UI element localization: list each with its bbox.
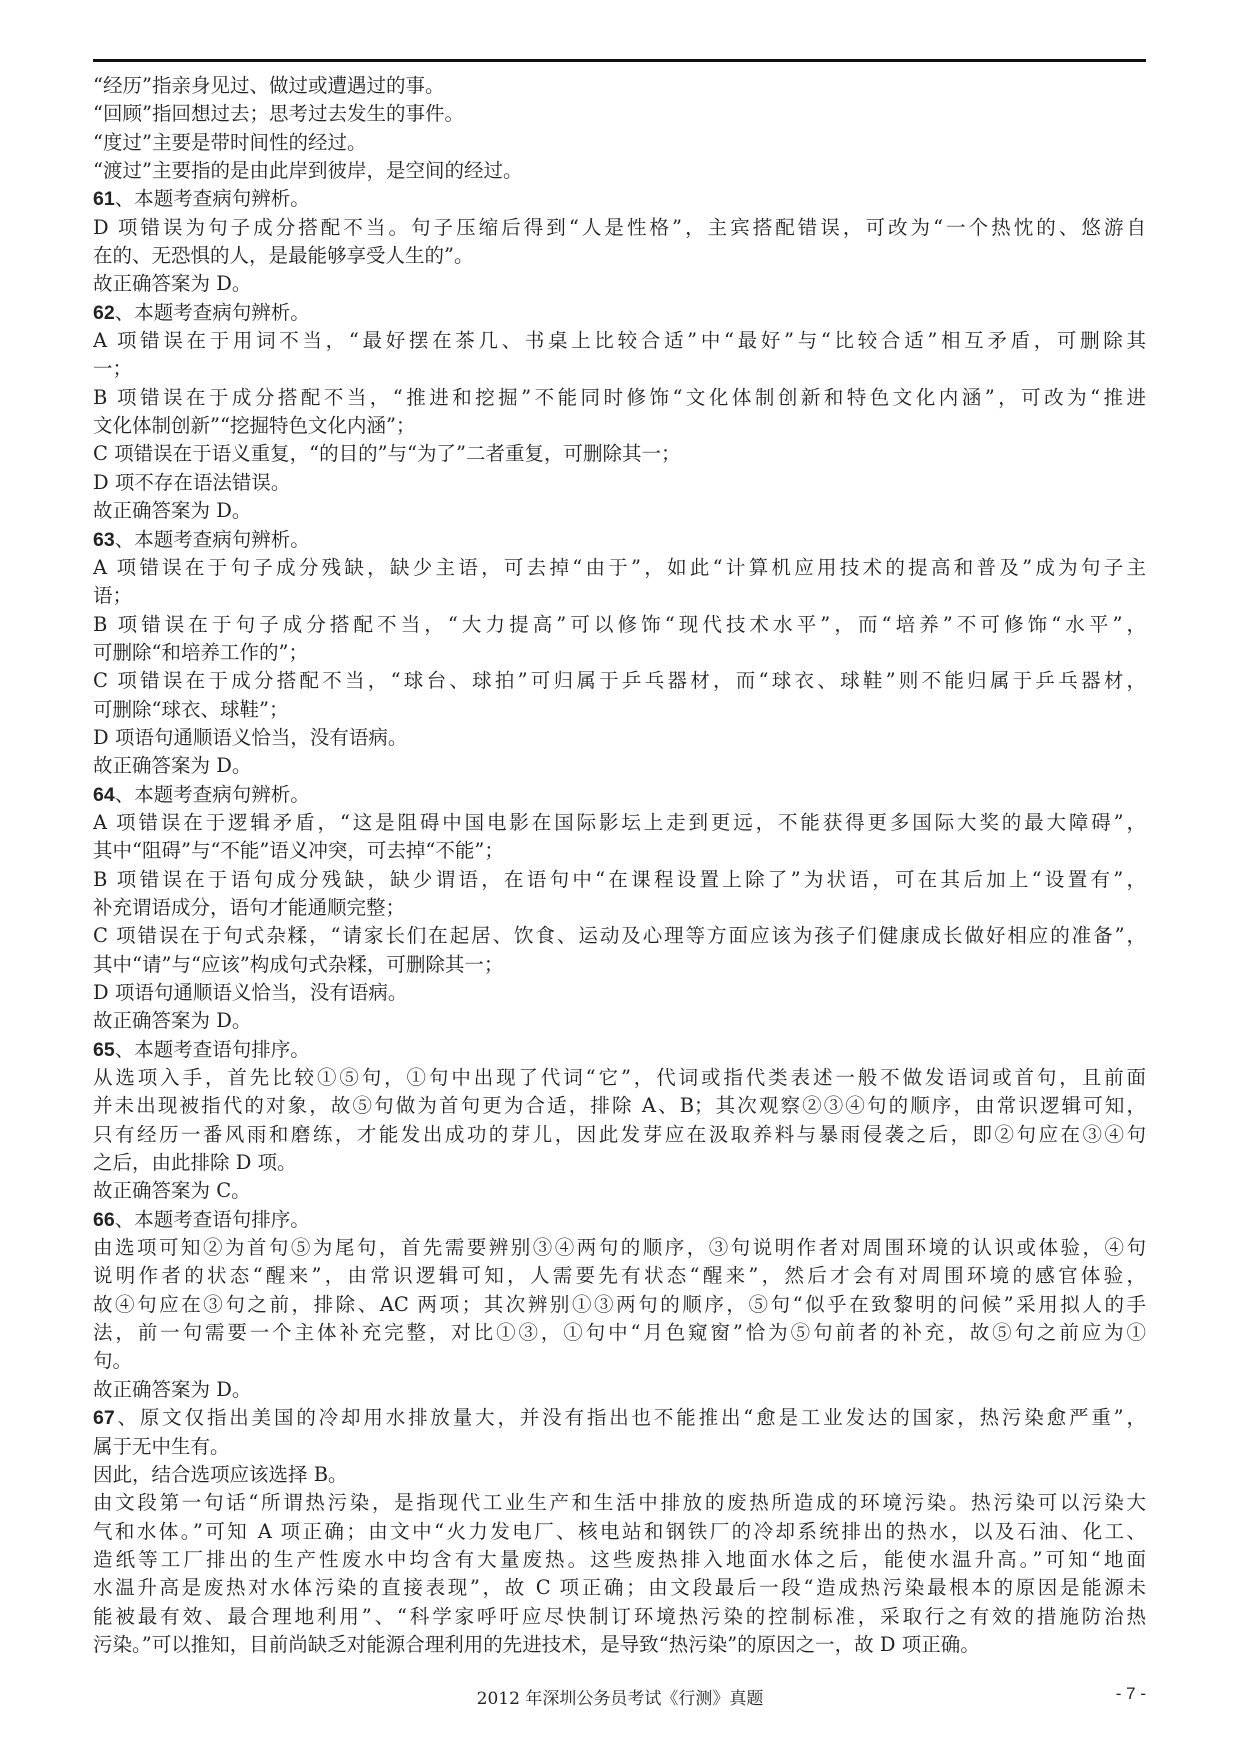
- text-line: D 项错误为句子成分搭配不当。句子压缩后得到“人是性格”，主宾搭配错误，可改为“一个热忱的、悠游自: [93, 215, 1146, 239]
- question-heading: [93, 1036, 1146, 1064]
- text-line: 法，前一句需要一个主体补充完整，对比①③，①句中“月色窥窗”恰为⑤句前者的补充，故⑤句之前应为①: [93, 1321, 1146, 1345]
- question-heading: [93, 781, 1146, 809]
- text-line: 语；: [93, 584, 133, 608]
- text-line: 造纸等工厂排出的生产性废水中均含有大量废热。这些废热排入地面水体之后，能使水温升高。”可知“地面: [93, 1547, 1146, 1571]
- question-heading-text: 、本题考查病句辨析。: [114, 300, 310, 324]
- text-line: 由文段第一句话“所谓热污染，是指现代工业生产和生活中排放的废热所造成的环境污染。热污染可以污染大: [93, 1491, 1146, 1515]
- text-line: 其中“阻碍”与“不能”语义冲突，可去掉“不能”；: [93, 839, 504, 863]
- text-line: 气和水体。”可知 A 项正确；由文中“火力发电厂、核电站和钢铁厂的冷却系统排出的热水，以及石油、化工、: [93, 1519, 1146, 1543]
- text-line: 故正确答案为 D。: [93, 754, 252, 778]
- text-line: 其中“请”与“应该”构成句式杂糅，可删除其一；: [93, 952, 504, 976]
- footer-title: 2012 年深圳公务员考试《行测》真题: [476, 1689, 764, 1709]
- question-heading: [93, 1404, 1146, 1432]
- text-line: “渡过”主要指的是由此岸到彼岸，是空间的经过。: [93, 159, 523, 183]
- text-line: A 项错误在于用词不当，“最好摆在茶几、书桌上比较合适”中“最好”与“比较合适”相互矛盾，可删除其: [93, 329, 1146, 353]
- text-line: 补充谓语成分，语句才能通顺完整；: [93, 895, 406, 919]
- text-line: 故正确答案为 D。: [93, 499, 252, 523]
- question-heading-text: 、原文仅指出美国的冷却用水排放量大，并没有指出也不能推出“愈是工业发达的国家，热污染愈严重”，: [114, 1406, 1146, 1430]
- text-line: 故④句应在③句之前，排除、AC 两项；其次辨别①③两句的顺序，⑤句“似乎在致黎明的问候”采用拟人的手: [93, 1292, 1146, 1316]
- text-line: “回顾”指回想过去；思考过去发生的事件。: [93, 102, 464, 126]
- question-number: 61: [93, 188, 115, 211]
- text-line: “度过”主要是带时间性的经过。: [93, 130, 367, 154]
- text-line: 句。: [93, 1349, 133, 1373]
- text-line: 由选项可知②为首句⑤为尾句，首先需要辨别③④两句的顺序，③句说明作者对周围环境的认识或体验，④句: [93, 1236, 1146, 1260]
- text-line: 污染。”可以推知，目前尚缺乏对能源合理利用的先进技术，是导致“热污染”的原因之一，故 D 项正确。: [93, 1632, 980, 1656]
- question-heading-text: 、本题考查病句辨析。: [114, 187, 310, 211]
- text-line: D 项语句通顺语义恰当，没有语病。: [93, 981, 408, 1004]
- question-heading-text: 、本题考查病句辨析。: [114, 782, 310, 806]
- text-line: D 项语句通顺语义恰当，没有语病。: [93, 725, 408, 749]
- page-footer: [0, 1684, 1240, 1710]
- text-line: 在的、无恐惧的人，是最能够享受人生的”。: [93, 244, 474, 268]
- text-line: C 项错误在于成分搭配不当，“球台、球拍”可归属于乒乓器材，而“球衣、球鞋”则不能归属于乒乓器材，: [93, 669, 1146, 693]
- text-line: A 项错误在于句子成分残缺，缺少主语，可去掉“由于”，如此“计算机应用技术的提高和普及”成为句子主: [93, 555, 1146, 579]
- text-line: 从选项入手，首先比较①⑤句，①句中出现了代词“它”，代词或指代类表述一般不做发语词或首句，且前面: [93, 1066, 1146, 1090]
- text-line: B 项错误在于成分搭配不当，“推进和挖掘”不能同时修饰“文化体制创新和特色文化内涵”，可改为“推进: [93, 385, 1146, 409]
- question-heading: [93, 185, 1146, 213]
- text-line: C 项错误在于句式杂糅，“请家长们在起居、饮食、运动及心理等方面应该为孩子们健康成长做好相应的准备”，: [93, 924, 1146, 948]
- text-line: 文化体制创新”“挖掘特色文化内涵”；: [93, 414, 416, 438]
- question-number: 63: [93, 528, 115, 551]
- text-line: A 项错误在于逻辑矛盾，“这是阻碍中国电影在国际影坛上走到更远，不能获得更多国际大奖的最大障碍”，: [93, 810, 1146, 834]
- text-line: 故正确答案为 C。: [93, 1179, 251, 1203]
- text-line: 说明作者的状态“醒来”，由常识逻辑可知，人需要先有状态“醒来”，然后才会有对周围环境的感官体验，: [93, 1264, 1146, 1288]
- document-body: [93, 72, 1146, 1659]
- question-number: 65: [93, 1038, 115, 1061]
- text-line: 水温升高是废热对水体污染的直接表现”，故 C 项正确；由文段最后一段“造成热污染最根本的原因是能源未: [93, 1576, 1146, 1600]
- question-heading-text: 、本题考查病句辨析。: [114, 527, 310, 551]
- question-number: 66: [93, 1208, 115, 1231]
- text-line: 可删除“和培养工作的”；: [93, 640, 308, 664]
- text-line: 属于无中生有。: [93, 1434, 230, 1458]
- question-number: 64: [93, 783, 115, 806]
- text-line: 故正确答案为 D。: [93, 1377, 252, 1401]
- text-line: 之后，由此排除 D 项。: [93, 1151, 297, 1175]
- text-line: 能被最有效、最合理地利用”、“科学家呼吁应尽快制订环境热污染的控制标准，采取行之有效的措施防治热: [93, 1604, 1146, 1628]
- question-heading: [93, 1206, 1146, 1234]
- text-line: B 项错误在于句子成分搭配不当，“大力提高”可以修饰“现代技术水平”，而“培养”不可修饰“水平”，: [93, 612, 1146, 636]
- text-line: B 项错误在于语句成分残缺，缺少谓语，在语句中“在课程设置上除了”为状语，可在其后加上“设置有”，: [93, 867, 1146, 891]
- page-number: - 7 -: [1115, 1684, 1146, 1703]
- question-number: 62: [93, 301, 115, 324]
- header-rule: [93, 59, 1146, 62]
- text-line: 故正确答案为 D。: [93, 1009, 252, 1033]
- question-heading: [93, 299, 1146, 327]
- question-heading: [93, 526, 1146, 554]
- text-line: 故正确答案为 D。: [93, 272, 252, 296]
- question-heading-text: 、本题考查语句排序。: [114, 1207, 310, 1231]
- text-line: “经历”指亲身见过、做过或遭遇过的事。: [93, 74, 445, 97]
- text-line: 因此，结合选项应该选择 B。: [93, 1462, 348, 1486]
- text-line: D 项不存在语法错误。: [93, 470, 291, 494]
- text-line: 一；: [93, 357, 133, 381]
- text-line: 可删除“球衣、球鞋”；: [93, 697, 289, 721]
- question-number: 67: [93, 1407, 115, 1430]
- text-line: 并未出现被指代的对象，故⑤句做为首句更为合适，排除 A、B；其次观察②③④句的顺序，由常识逻辑可知，: [93, 1094, 1146, 1118]
- text-line: C 项错误在于语义重复，“的目的”与“为了”二者重复，可删除其一；: [93, 442, 681, 466]
- question-heading-text: 、本题考查语句排序。: [114, 1037, 310, 1061]
- text-line: 只有经历一番风雨和磨练，才能发出成功的芽儿，因此发芽应在汲取养料与暴雨侵袭之后，即②句应在③④句: [93, 1122, 1146, 1146]
